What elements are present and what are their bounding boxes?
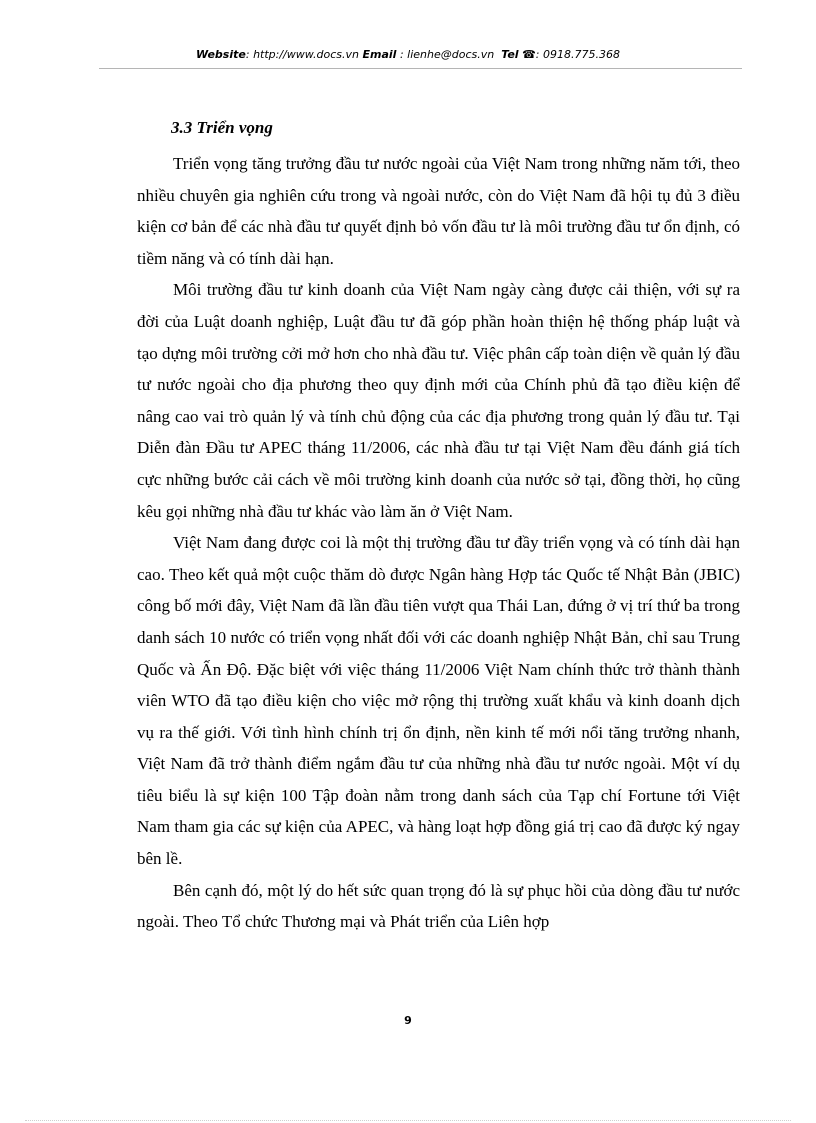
tel-value: 0918.775.368 (542, 48, 620, 61)
paragraph-1: Triển vọng tăng trưởng đầu tư nước ngoài của Việt Nam trong những năm tới, theo nhiều chuyên gia nghiên cứu trong và ngoài nước, còn do Việt Nam đã hội tụ đủ 3 điều kiện cơ bản để các nhà đầu tư quyết định bỏ vốn đầu tư là môi trường đầu tư ổn định, có tiềm năng và có tính dài hạn. (137, 154, 740, 268)
bottom-divider (25, 1120, 791, 1121)
paragraph-2: Môi trường đầu tư kinh doanh của Việt Nam ngày càng được cải thiện, với sự ra đời của Luật doanh nghiệp, Luật đầu tư đã góp phần hoàn thiện hệ thống pháp luật và tạo dựng môi trường cởi mở hơn cho nhà đầu tư. Việc phân cấp toàn diện về quản lý đầu tư nước ngoài cho địa phương theo quy định mới của Chính phủ đã tạo điều kiện để nâng cao vai trò quản lý và tính chủ động của các địa phương trong quản lý đầu tư. Tại Diễn đàn Đầu tư APEC tháng 11/2006, các nhà đầu tư tại Việt Nam đều đánh giá tích cực những bước cải cách về môi trường kinh doanh của nước sở tại, đồng thời, họ cũng kêu gọi những nhà đầu tư khác vào làm ăn ở Việt Nam. (137, 280, 740, 521)
tel-label: Tel (501, 48, 519, 61)
website-value: http://www.docs.vn (253, 48, 360, 61)
page-number: 9 (404, 1014, 412, 1027)
phone-icon: ☎ (522, 48, 536, 61)
email-separator: : (396, 48, 408, 61)
email-label: Email (362, 48, 397, 61)
paragraph-4: Bên cạnh đó, một lý do hết sức quan trọng đó là sự phục hồi của dòng đầu tư nước ngoài. Theo Tổ chức Thương mại và Phát triển của Liên hợp (137, 880, 740, 932)
paragraph-3: Việt Nam đang được coi là một thị trường đầu tư đầy triển vọng và có tính dài hạn cao. Theo kết quả một cuộc thăm dò được Ngân hàng Hợp tác Quốc tế Nhật Bản (JBIC) công bố mới đây, Việt Nam đã lần đầu tiên vượt qua Thái Lan, đứng ở vị trí thứ ba trong danh sách 10 nước có triển vọng nhất đối với các doanh nghiệp Nhật Bản, chỉ sau Trung Quốc và Ấn Độ. Đặc biệt với việc tháng 11/2006 Việt Nam chính thức trở thành thành viên WTO đã tạo điều kiện cho việc mở rộng thị trường xuất khẩu và kinh doanh dịch vụ ra thế giới. Với tình hình chính trị ổn định, nền kinh tế mới nổi tăng trưởng nhanh, Việt Nam đã trở thành điểm ngắm đầu tư của những nhà đầu tư nước ngoài. Một ví dụ tiêu biểu là sự kiện 100 Tập đoàn nằm trong danh sách của Tạp chí Fortune tới Việt Nam tham gia các sự kiện của APEC, và hàng loạt hợp đồng giá trị cao đã được ký ngay bên lề. (137, 533, 740, 869)
header-divider (99, 68, 742, 69)
section-title: 3.3 Triển vọng (171, 118, 273, 137)
page-header (0, 48, 816, 61)
website-label: Website (196, 48, 246, 61)
email-value: lienhe@docs.vn (407, 48, 495, 61)
website-separator: : (245, 48, 254, 61)
document-body (137, 112, 740, 938)
tel-separator: : (535, 48, 543, 61)
